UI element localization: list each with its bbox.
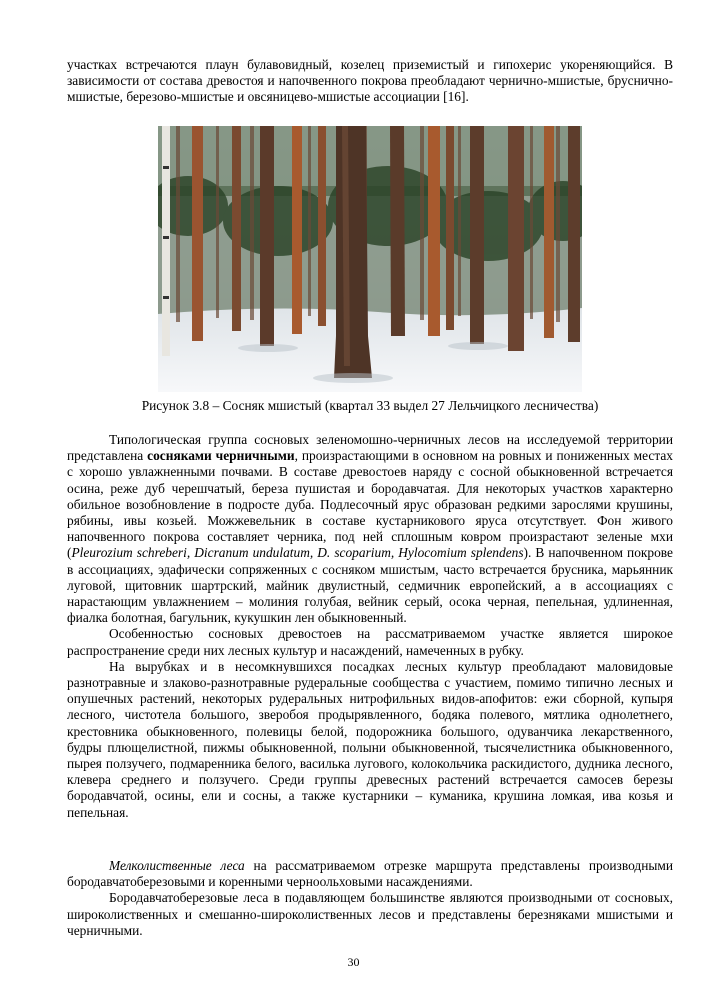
paragraph-small-leaved: Мелколиственные леса на рассматриваемом отрезке маршрута представлены производными бородавчатоберезовыми и коренными черноольховыми насаждениями. bbox=[67, 858, 673, 890]
figure-caption: Рисунок 3.8 – Сосняк мшистый (квартал 33 выдел 27 Лельчицкого лесничества) bbox=[141, 398, 599, 413]
top-paragraph bbox=[67, 57, 673, 106]
paragraph-continuation: участках встречаются плаун булавовидный, козелец приземистый и гипохерис укореняющийся. В зависимости от состава древостоя и напочвенного покрова преобладают чернично-мшистые, бруснично-мшистые, березово-мшистые и овсяницево-мшистые ассоциации [16]. bbox=[67, 57, 673, 105]
pine-forest-photo bbox=[158, 126, 582, 392]
paragraph-forest-cultures: Особенностью сосновых древостоев на рассматриваемом участке является широкое распространение среди них лесных культур и насаждений, намеченных в рубку. bbox=[67, 626, 673, 658]
latin-names: Pleurozium schreberi, Dicranum undulatum, D. scoparium, Hylocomium splendens bbox=[71, 545, 524, 561]
term-bold: сосняками черничными bbox=[147, 448, 295, 464]
small-leaved-section bbox=[67, 858, 673, 939]
page-number: 30 bbox=[347, 955, 360, 969]
main-text bbox=[67, 432, 673, 821]
paragraph-birch: Бородавчатоберезовые леса в подавляющем большинстве являются производными от сосновых, широколиственных и смешанно-широколиственных лесов и представлены березняками мшистыми и черничными. bbox=[67, 890, 673, 938]
paragraph-pine-blueberry: Типологическая группа сосновых зеленомошно-черничных лесов на исследуемой территории представлена сосняками черничными, произрастающими в основном на ровных и пониженных местах с хорошо увлажненными почвами. В составе древостоев наряду с сосной обыкновенной встречается осина, реже дуб черешчатый, береза пушистая и бородавчатая. Для некоторых участков характерно обильное возобновление в подросте дуба. Подлесочный ярус образован редкими зарослями крушины, рябины, ивы козьей. Можжевельник в составе кустарникового яруса отсутствует. Фон живого напочвенного покрова составляет черника, под ней сплошным ковром произрастают зеленые мхи (Pleurozium schreberi, Dicranum undulatum, D. scoparium, Hylocomium splendens). В напочвенном покрове в ассоциациях, эдафически сопряженных с сосняком мшистым, часто встречается брусника, марьянник луговой, щитовник шартрский, майник двулистный, седмичник европейский, а в ассоциациях с нарастающим увлажнением – молиния голубая, вейник серый, осока черная, пепельная, удлиненная, фиалка болотная, багульник, кукушкин лен обыкновенный. bbox=[67, 432, 674, 626]
paragraph-clearings: На вырубках и в несомкнувшихся посадках лесных культур преобладают маловидовые разнотравные и злаково-разнотравные рудеральные сообщества с участием, помимо типично лесных и опушечных растений, некоторых рудеральных нитрофильных видов-апофитов: ежи сборной, купыря лесного, чистотела большого, зверобоя продырявленного, бодяка полевого, мятлика однолетнего, крестовника обыкновенного, полевицы белой, подорожника большого, одуванчика лекарственного, будры плющелистной, пижмы обыкновенной, полыни обыкновенной, тысячелистника обыкновенного, пырея ползучего, подмаренника белого, василька лугового, колокольчика раскидистого, дудника лесного, клевера среднего и ползучего. Среди группы древесных растений встречается самосев березы бородавчатой, осины, ели и сосны, а также кустарники – куманика, крушина ломкая, ива козья и пепельная. bbox=[67, 658, 673, 820]
forest-photo-svg bbox=[158, 126, 582, 392]
term-italic: Мелколиственные леса bbox=[109, 858, 245, 873]
